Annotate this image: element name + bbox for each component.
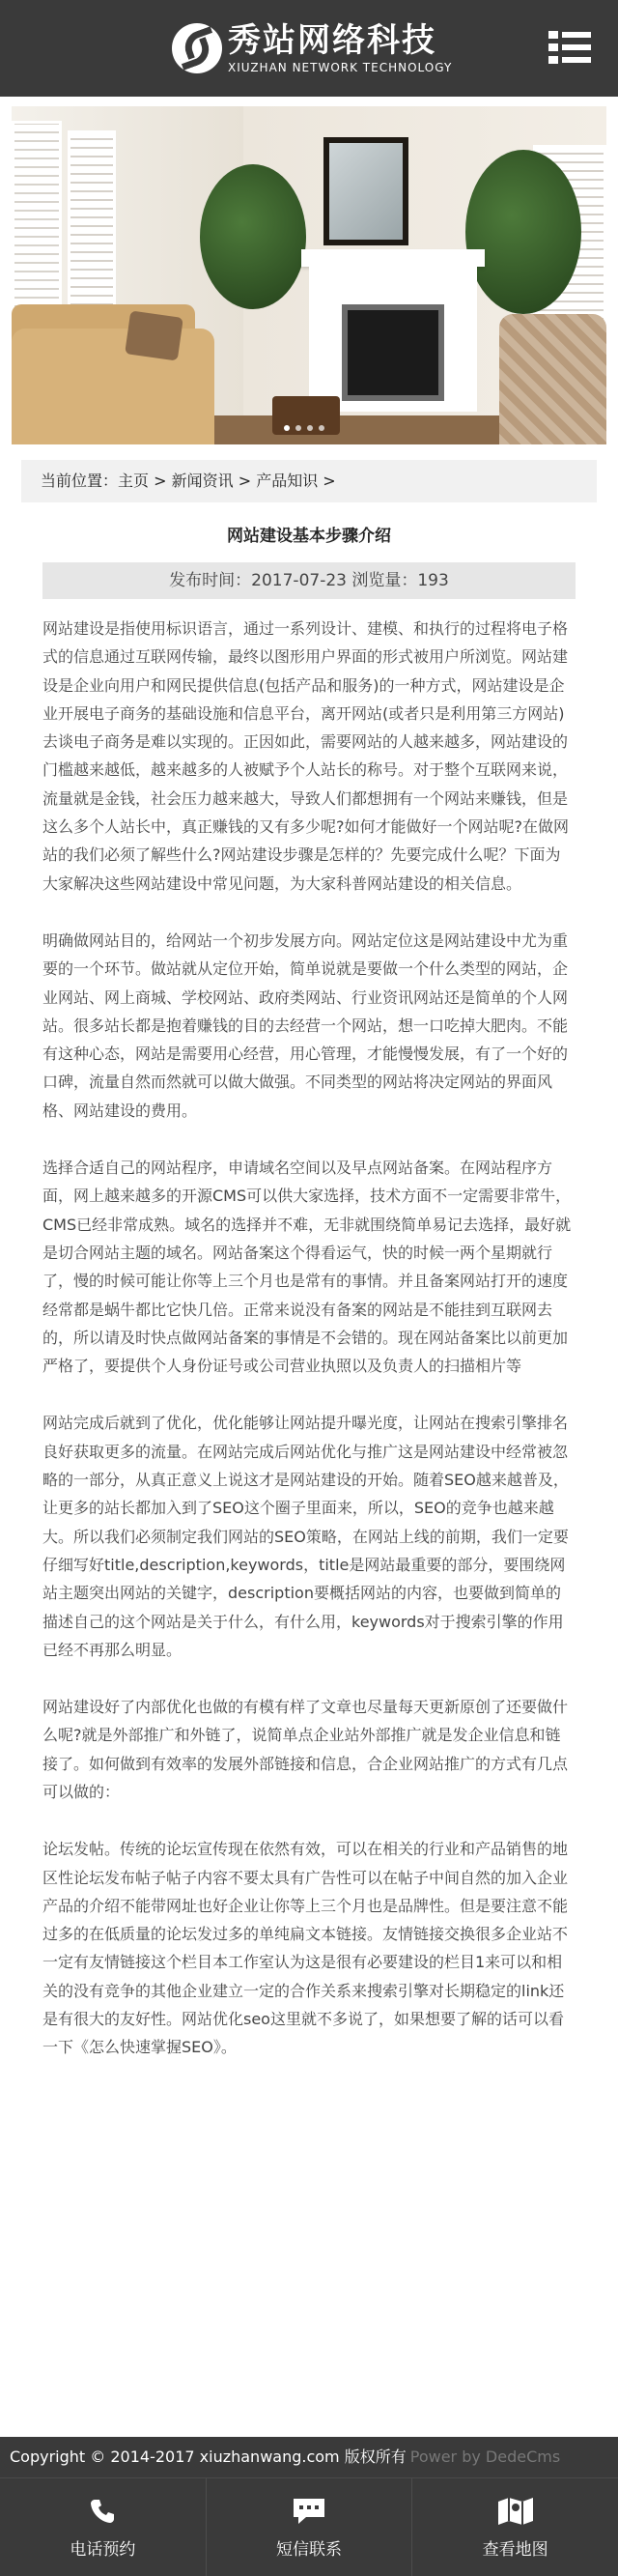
- slide-dot[interactable]: [295, 425, 301, 431]
- phone-icon: [83, 2495, 122, 2528]
- slide-dot[interactable]: [307, 425, 313, 431]
- nav-sms-label: 短信联系: [276, 2540, 342, 2560]
- article-paragraph: 明确做网站目的，给网站一个初步发展方向。网站定位这是网站建设中尤为重要的一个环节。做站就从定位开始，简单说就是要做一个什么类型的网站，企业网站、网上商城、学校网站、政府类网站、行业资讯网站还是简单的个人网站。很多站长都是抱着赚钱的目的去经营一个网站，想一口吃掉大肥肉。不能有这种心态，网站是需要用心经营，用心管理，才能慢慢发展，有了一个好的口碑，流量自然而然就可以做大做强。不同类型的网站将决定网站的界面风格、网站建设的费用。: [42, 930, 569, 1120]
- logo-title: 秀站网络科技: [228, 21, 436, 60]
- banner-slideshow[interactable]: [12, 106, 606, 444]
- breadcrumb: 当前位置：主页 > 新闻资讯 > 产品知识 >: [21, 460, 597, 502]
- logo-subtitle: XIUZHAN NETWORK TECHNOLOGY: [228, 61, 453, 74]
- article-paragraph: 网站完成后就到了优化，优化能够让网站提升曝光度，让网站在搜索引擎排名良好获取更多的流量。在网站完成后网站优化与推广这是网站建设中经常被忽略的一部分，从真正意义上说这才是网站建设的开始。随着SEO越来越普及，让更多的站长都加入到了SEO这个圈子里面来，所以，SEO的竞争也越来越大。所以我们必须制定我们网站的SEO策略，在网站上线的前期，我们一定要仔细写好title,description,keywords，title是网站最重要的部分，要围绕网站主题突出网站的关键字，description要概括网站的内容，也要做到简单的描述自己的这个网站是关于什么，有什么用，keywords对于搜索引擎的作用已经不再那么明显。: [42, 1414, 569, 1659]
- copyright-text: Copyright © 2014-2017 xiuzhanwang.com 版权所有: [10, 2447, 407, 2466]
- power-by-text[interactable]: Power by DedeCms: [409, 2447, 561, 2466]
- nav-map-button[interactable]: [411, 2478, 618, 2576]
- breadcrumb-home[interactable]: 主页: [118, 472, 150, 490]
- site-logo[interactable]: [172, 19, 452, 77]
- article-meta: 发布时间：2017-07-23 浏览量：193: [42, 562, 576, 599]
- nav-map-label: 查看地图: [482, 2540, 548, 2560]
- article-title: 网站建设基本步骤介绍: [227, 527, 391, 546]
- menu-icon[interactable]: [548, 31, 591, 64]
- nav-phone-button[interactable]: [0, 2478, 206, 2576]
- banner-plant: [200, 164, 306, 309]
- article-paragraph: 论坛发帖。传统的论坛宣传现在依然有效，可以在相关的行业和产品销售的地区性论坛发布帖子帖子内容不要太具有广告性可以在帖子中间自然的加入企业产品的介绍不能带网址也好企业让你等上三个月也是品牌性。但是要注意不能过多的在低质量的论坛发过多的单纯扁文本链接。友情链接交换很多企业站不一定有友情链接这个栏目本工作室认为这是很有必要建设的栏目1来可以和相关的没有竞争的其他企业建立一定的合作关系来搜索引擎对长期稳定的link还是有很大的友好性。网站优化seo这里就不多说了，如果想要了解的话可以看一下《怎么快速掌握SEO》。: [42, 1840, 569, 2057]
- slide-indicators: [284, 425, 324, 431]
- slide-dot[interactable]: [319, 425, 324, 431]
- footer-copyright: [0, 2437, 618, 2477]
- message-icon: [290, 2495, 328, 2528]
- breadcrumb-prefix: 当前位置：: [41, 472, 119, 490]
- banner-sofa: [12, 329, 214, 444]
- nav-phone-label: 电话预约: [70, 2540, 136, 2560]
- banner-plant: [465, 150, 581, 314]
- article-content: [42, 615, 576, 2091]
- site-header: [0, 0, 618, 97]
- bottom-nav: [0, 2477, 618, 2576]
- article-paragraph: 选择合适自己的网站程序，申请域名空间以及早点网站备案。在网站程序方面，网上越来越多的开源CMS可以供大家选择，技术方面不一定需要非常牛，CMS已经非常成熟。域名的选择并不难，无非就围绕简单易记去选择，最好就是切合网站主题的域名。网站备案这个得看运气，快的时候一两个星期就行了，慢的时候可能让你等上三个月也是常有的事情。并且备案网站打开的速度经常都是蜗牛都比它快几倍。正常来说没有备案的网站是不能挂到互联网去的，所以请及时快点做网站备案的事情是不会错的。现在网站备案比以前更加严格了，要提供个人身份证号或公司营业执照以及负责人的扫描相片等: [42, 1159, 572, 1376]
- slide-dot[interactable]: [284, 425, 290, 431]
- map-icon: [496, 2495, 535, 2528]
- article-paragraph: 网站建设是指使用标识语言，通过一系列设计、建模、和执行的过程将电子格式的信息通过互联网传输，最终以图形用户界面的形式被用户所浏览。网站建设是企业向用户和网民提供信息(包括产品和服务)的一种方式，网站建设是企业开展电子商务的基础设施和信息平台，离开网站(或者只是利用第三方网站)去谈电子商务是难以实现的。正因如此，需要网站的人越来越多，网站建设的门槛越来越低，越来越多的人被赋予个人站长的称号。对于整个互联网来说，流量就是金钱，社会压力越来越大，导致人们都想拥有一个网站来赚钱，但是这么多个人站长中，真正赚钱的又有多少呢?如何才能做好一个网站呢?在做网站的我们必须了解些什么?网站建设步骤是怎样的？先要完成什么呢？下面为大家解决这些网站建设中常见问题，为大家科普网站建设的相关信息。: [42, 619, 569, 893]
- article-paragraph: 网站建设好了内部优化也做的有模有样了文章也尽量每天更新原创了还要做什么呢?就是外部推广和外链了，说简单点企业站外部推广就是发企业信息和链接了。如何做到有效率的发展外部链接和信息，合企业网站推广的方式有几点可以做的：: [42, 1698, 569, 1801]
- breadcrumb-product-knowledge[interactable]: 产品知识: [256, 472, 319, 490]
- logo-mark-icon: [172, 23, 222, 73]
- banner-window: [68, 130, 116, 324]
- banner-chair: [499, 314, 606, 444]
- nav-sms-button[interactable]: [206, 2478, 412, 2576]
- banner-mirror: [323, 137, 408, 245]
- breadcrumb-news[interactable]: 新闻资讯: [171, 472, 234, 490]
